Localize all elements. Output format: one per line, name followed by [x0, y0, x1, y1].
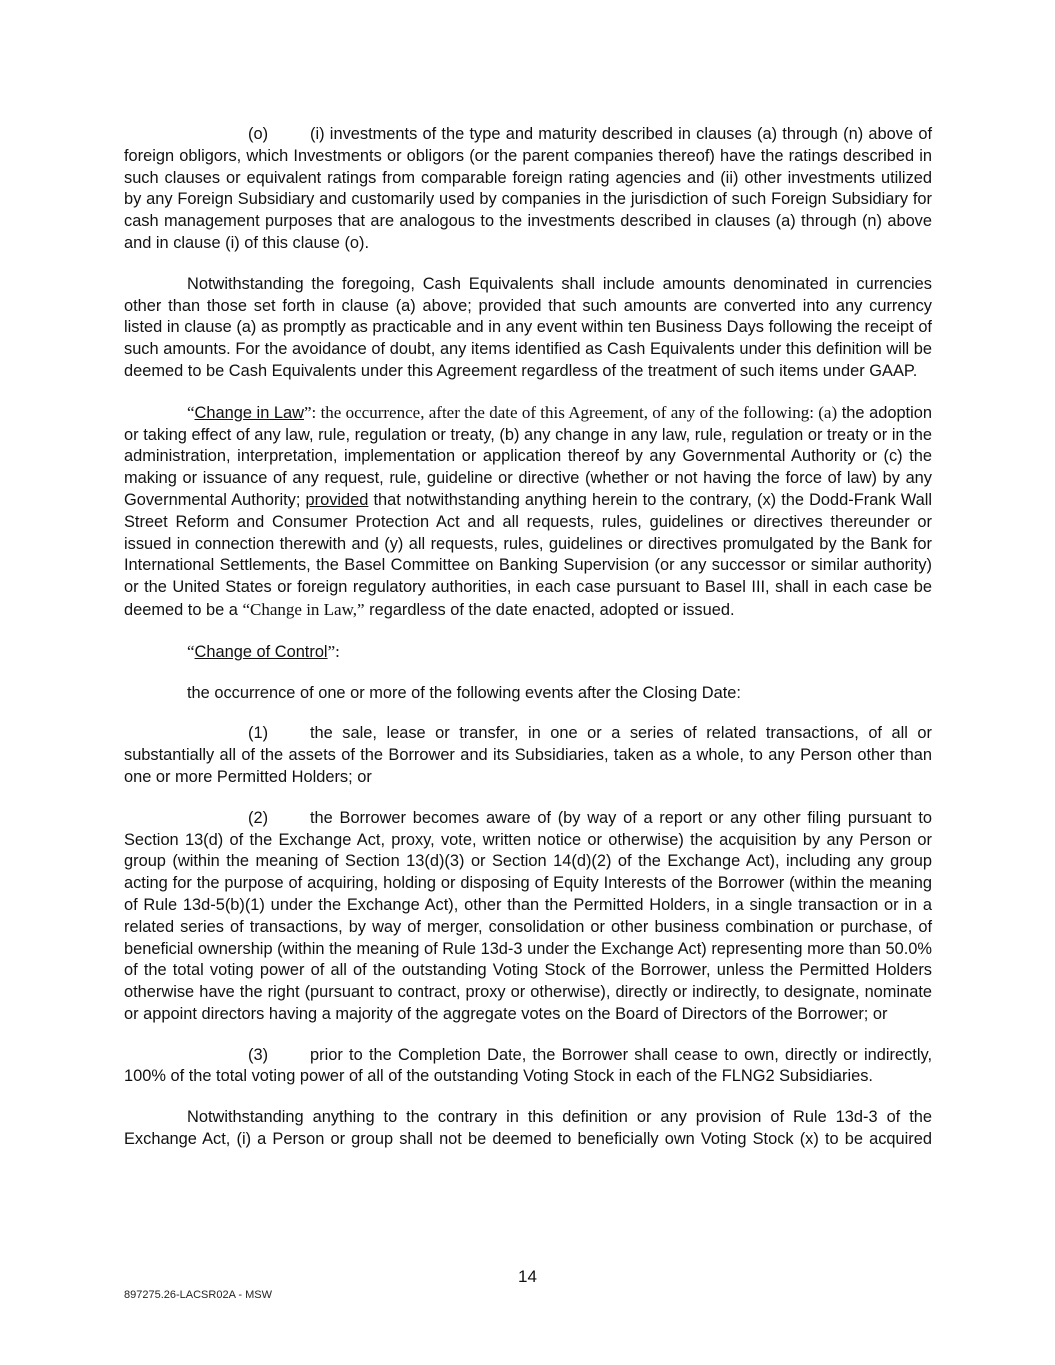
- item-2-marker: (2): [248, 808, 269, 827]
- cash-equivalents-note-paragraph: Notwithstanding the foregoing, Cash Equivalents shall include amounts denominated in currencies other than those set forth in clause (a) above; provided that such amounts are converted into any currency listed in clause (a) as promptly as practicable and in any event within ten Business Days following the receipt of such amounts. For the avoidance of doubt, any items identified as Cash Equivalents under this definition will be deemed to be Cash Equivalents under this Agreement regardless of the treatment of such items under GAAP.: [124, 274, 932, 380]
- change-of-control-heading: [124, 641, 932, 664]
- item-3-paragraph: [124, 1045, 932, 1089]
- events-intro: the occurrence of one or more of the following events after the Closing Date:: [187, 683, 741, 702]
- clause-o-text: (i) investments of the type and maturity described in clauses (a) through (n) above of foreign obligors, which Investments or obligors (or the parent companies thereof) have the ratings described in such clauses or equivalent ratings from comparable foreign rating agencies and (ii) other investments utilized by any Foreign Subsidiary and customarily used by companies in the jurisdiction of such Foreign Subsidiary for cash management purposes that are analogous to the investments described in clauses (a) through (n) above and in clause (i) of this clause (o).: [124, 125, 932, 252]
- open-quote: “: [187, 402, 195, 422]
- change-in-law-quoted: “Change in Law,”: [242, 599, 365, 619]
- change-in-law-definition: [124, 402, 932, 622]
- close-quote: ”:: [304, 402, 317, 422]
- item-3-text: prior to the Completion Date, the Borrower shall cease to own, directly or indirectly, 100% of the total voting power of all of the outstanding Voting Stock in each of the FLNG2 Subsidiaries.: [124, 1045, 932, 1086]
- change-of-control-term: Change of Control: [194, 642, 328, 661]
- item-1-text: the sale, lease or transfer, in one or a series of related transactions, of all or substantially all of the assets of the Borrower and its Subsidiaries, taken as a whole, to any Person other than one or more Permitted Holders; or: [124, 724, 932, 786]
- item-1-paragraph: [124, 723, 932, 788]
- change-in-law-text-a: the adoption or taking effect of any law, rule, regulation or treaty, (b) any change in any law, rule, regulation or treaty or in the administration, interpretation, implementation or application thereof by any Governmental Authority or (c) the making or issuance of any request, rule, guideline or directive (whether or not having the force of law) by any Governmental Authority;: [124, 403, 932, 509]
- change-in-law-text-c: regardless of the date enacted, adopted or issued.: [364, 600, 735, 619]
- beneficial-ownership-paragraph: Notwithstanding anything to the contrary in this definition or any provision of Rule 13d-3 of the Exchange Act, (i) a Person or group shall not be deemed to beneficially own Voting Stock (x) to be acquired: [124, 1108, 932, 1149]
- item-3-marker: (3): [248, 1045, 269, 1064]
- document-id: 897275.26-LACSR02A - MSW: [124, 1289, 272, 1301]
- item-2-text: the Borrower becomes aware of (by way of a report or any other filing pursuant to Section 13(d) of the Exchange Act, proxy, vote, written notice or otherwise) the acquisition by any Person or group (within the meaning of Section 13(d)(3) or Section 14(d)(2) of the Exchange Act), including any group acting for the purpose of acquiring, holding or disposing of Equity Interests of the Borrower (within the meaning of Rule 13d-5(b)(1) under the Exchange Act), other than the Permitted Holders, in a single transaction or in a related series of transactions, by way of merger, consolidation or other business combination or purchase, of beneficial ownership (within the meaning of Rule 13d-3 under the Exchange Act) representing more than 50.0% of the total voting power of all of the outstanding Voting Stock of the Borrower, unless the Permitted Holders otherwise have the right (pursuant to contract, proxy or otherwise), directly or indirectly, to designate, nominate or appoint directors having a majority of the aggregate votes on the Board of Directors of the Borrower; or: [124, 808, 932, 1023]
- item-1-marker: (1): [248, 724, 269, 743]
- clause-o-paragraph: [124, 124, 932, 255]
- clause-o-marker: (o): [248, 125, 269, 143]
- change-in-law-term: Change in Law: [194, 403, 304, 422]
- provided-term: provided: [305, 490, 369, 509]
- item-2-paragraph: [124, 808, 932, 1026]
- change-in-law-serif-lead: the occurrence, after the date of this Agreement, of any of the following: (a): [316, 402, 838, 422]
- open-quote: “: [187, 641, 195, 661]
- change-in-law-text-b: that notwithstanding anything herein to the contrary, (x) the Dodd-Frank Wall Street Reform and Consumer Protection Act and all requests, rules, guidelines or directives thereunder or issued in connection therewith and (y) all requests, rules, guidelines or directives promulgated by the Bank for International Settlements, the Basel Committee on Banking Supervision (or any successor or similar authority) or the United States or foreign regulatory authorities, in each case pursuant to Basel III, shall in each case be deemed to be a: [124, 490, 933, 619]
- page-number: 14: [518, 1267, 537, 1286]
- close-quote: ”:: [327, 641, 340, 661]
- document-body: [124, 124, 932, 1151]
